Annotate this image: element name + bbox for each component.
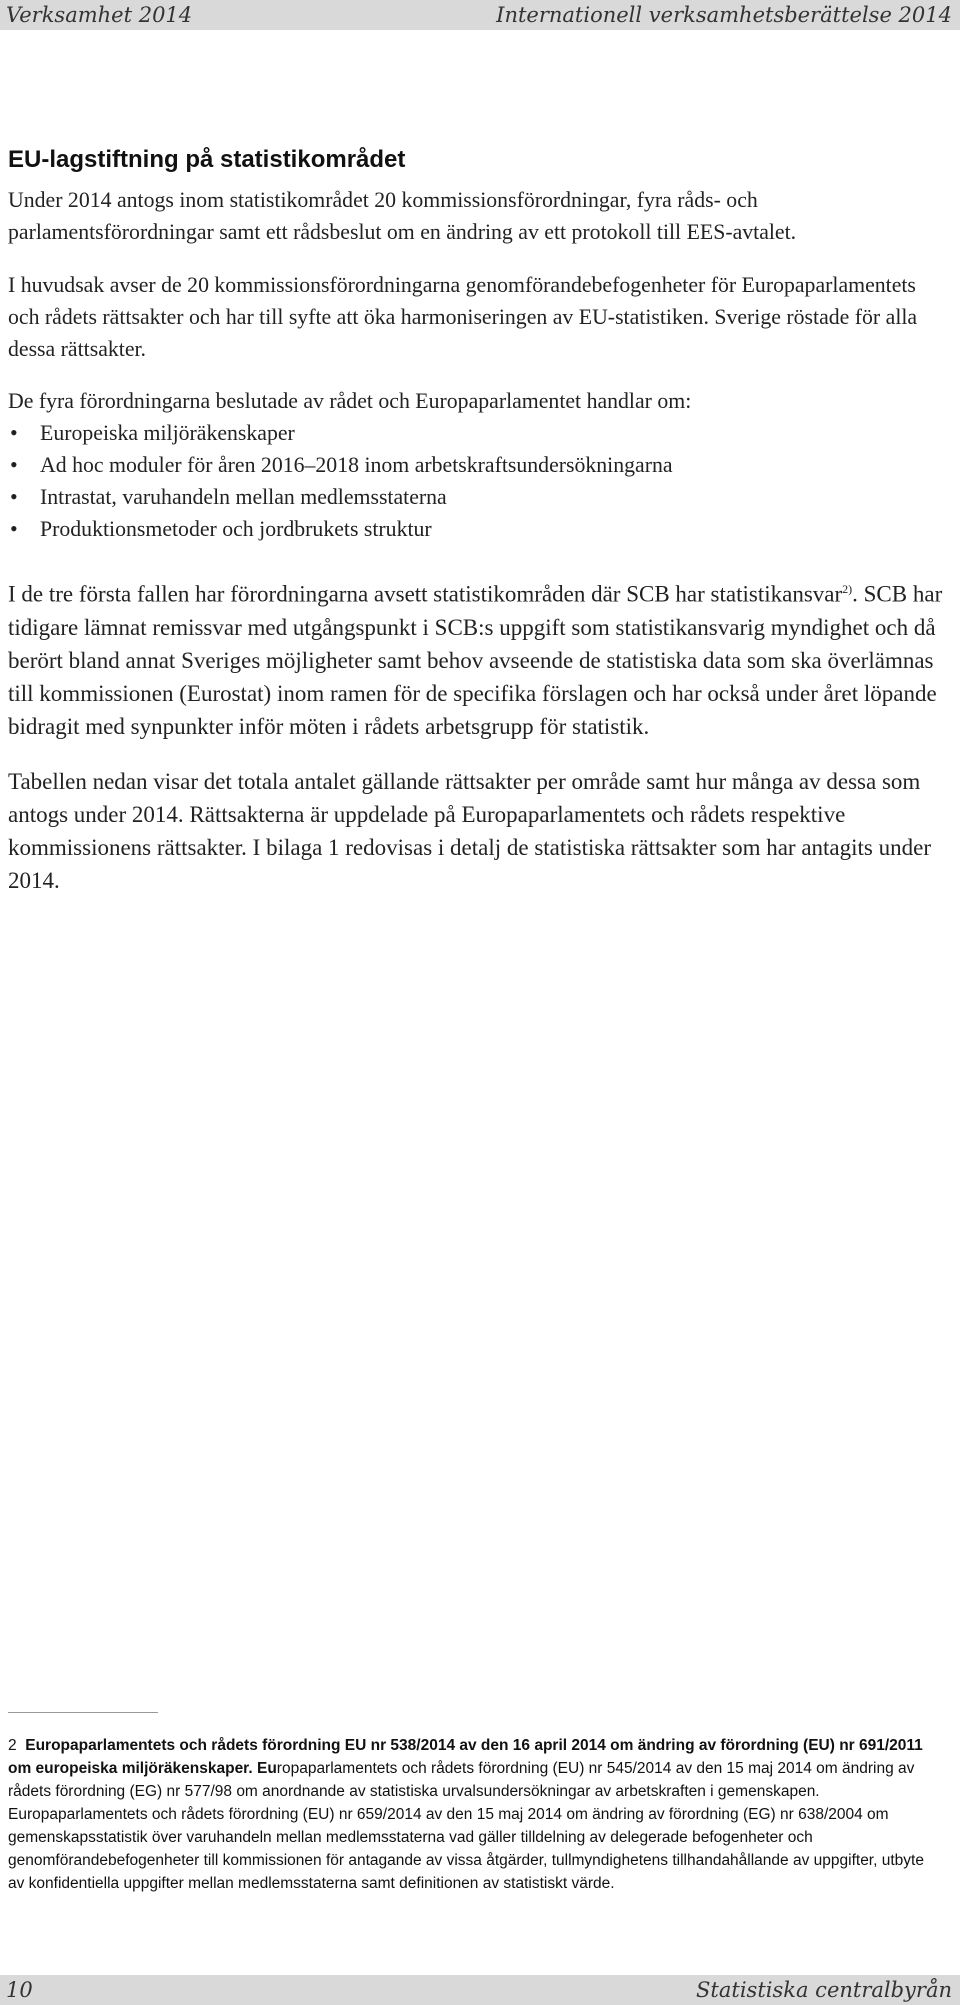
footnote-divider: [8, 1712, 158, 1713]
header-right-text: Internationell verksamhetsberättelse 2014: [496, 3, 952, 27]
list-item: • Europeiska miljöräkenskaper: [8, 417, 952, 449]
footnote: [8, 1734, 938, 1895]
paragraph-4-text-a: I de tre första fallen har förordningarna avsett statistikområden där SCB har statistikansvar: [8, 581, 843, 607]
section-title: EU-lagstiftning på statistikområdet: [8, 146, 406, 173]
footnote-bold-text: Europaparlamentets och rådets förordning EU nr 538/2014 av den 16 april 2014 om ändring av förordning (EU) nr 691/2011 om europeiska miljöräkenskaper. Eu: [8, 1737, 923, 1777]
list-item: • Intrastat, varuhandeln mellan medlemsstaterna: [8, 481, 952, 513]
paragraph-2: I huvudsak avser de 20 kommissionsförordningarna genomförandebefogenheter för Europaparlamentets och rådets rättsakter och har till syfte att öka harmoniseringen av EU-statistiken. Sverige röstade för alla dessa rättsakter.: [8, 273, 918, 361]
list-item: • Ad hoc moduler för åren 2016–2018 inom arbetskraftsundersökningarna: [8, 449, 952, 481]
paragraph-3-intro: De fyra förordningarna beslutade av rådet och Europaparlamentet handlar om:: [8, 389, 692, 413]
paragraph-4: [8, 573, 952, 743]
page-number: 10: [6, 1978, 33, 2002]
page-footer: [0, 1975, 960, 2005]
paragraph-1: Under 2014 antogs inom statistikområdet 20 kommissionsförordningar, fyra råds- och parlamentsförordningar samt ett rådsbeslut om en ändring av ett protokoll till EES-avtalet.: [8, 188, 797, 244]
list-item: • Produktionsmetoder och jordbrukets struktur: [8, 513, 952, 545]
footnote-number: 2: [8, 1737, 17, 1754]
footer-publisher: Statistiska centralbyrån: [696, 1978, 952, 2002]
page-header: [0, 0, 960, 30]
header-left-text: Verksamhet 2014: [6, 3, 193, 27]
footnote-text: ropaparlamentets och rådets förordning (EU) nr 545/2014 av den 15 maj 2014 om ändring av rådets förordning (EG) nr 577/98 om anordnande av statistiska urvalsundersökningar av arbetskraften i gemenskapen. Europaparlamentets och rådets förordning (EU) nr 659/2014 av den 15 maj 2014 om ändring av förordning (EG) nr 638/2004 om gemenskapsstatistik över varuhandeln mellan medlemsstaterna vad gäller tilldelning av delegerade befogenheter och genomförandebefogenheter till kommissionen för antagande av vissa åtgärder, tullmyndighetens tillhandahållande av uppgifter, utbyte av konfidentiella uppgifter mellan medlemsstaterna samt definitionen av statistiskt värde.: [8, 1760, 924, 1892]
body-large: [8, 573, 952, 897]
paragraph-4-text-b: . SCB har tidigare lämnat remissvar med utgångspunkt i SCB:s uppgift som statistikansvarig myndighet och då berört bland annat Sveriges möjligheter samt behov avseende de statistiska data som ska överlämnas till kommissionen (Eurostat) inom ramen för de specifika förslagen och har också under året löpande bidragit med synpunkter inför möten i rådets arbetsgrupp för statistik.: [8, 581, 943, 739]
footnote-ref: 2): [842, 582, 853, 596]
paragraph-5: Tabellen nedan visar det totala antalet gällande rättsakter per område samt hur många av dessa som antogs under 2014. Rättsakterna är uppdelade på Europaparlamentets och rådets respektive kommissionens rättsakter. I bilaga 1 redovisas i detalj de statistiska rättsakter som har antagits under 2014.: [8, 768, 931, 893]
main-content: [8, 146, 952, 897]
regulation-list: [8, 417, 952, 545]
